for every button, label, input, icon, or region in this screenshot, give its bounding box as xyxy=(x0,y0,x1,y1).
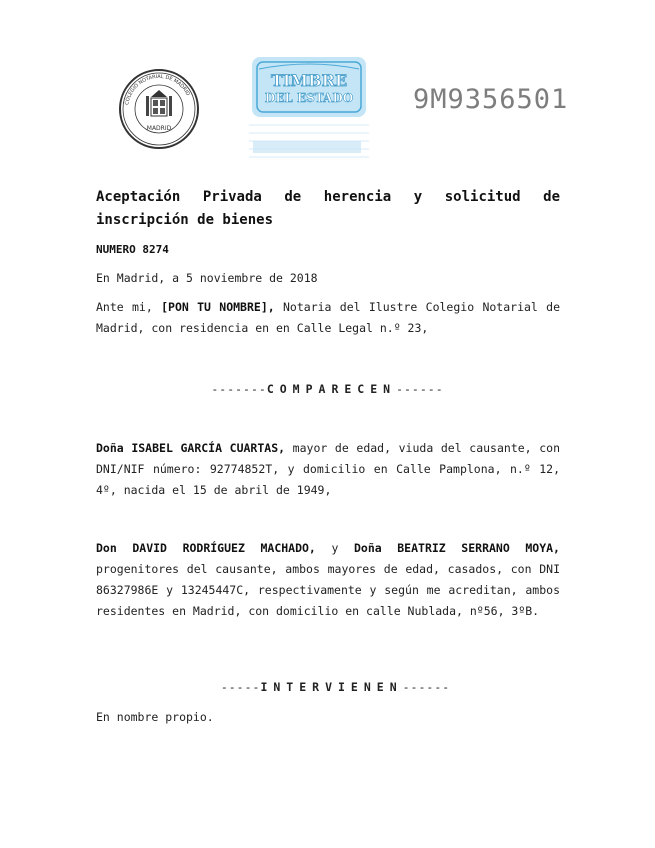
notary-rest: Notaria del Ilustre Colegio Notarial de Madrid, con residencia en en Calle Legal n.º 23, xyxy=(96,300,561,335)
heading-dashes-left: ----- xyxy=(220,680,261,694)
notary-prefix: Ante mi, xyxy=(96,300,162,314)
seal-text: COLEGIO NOTARIAL DE MADRID xyxy=(124,73,191,106)
party-2-name-2: Doña BEATRIZ SERRANO MOYA, xyxy=(353,541,560,555)
notary-name: [PON TU NOMBRE], xyxy=(161,300,275,314)
coat-of-arms-icon xyxy=(146,90,172,116)
notary-paragraph xyxy=(96,297,560,339)
heading-dashes-right: ------ xyxy=(396,382,444,396)
stamp-line1: TIMBRE xyxy=(270,71,348,90)
party-2-name-1: Don DAVID RODRÍGUEZ MACHADO, xyxy=(96,541,316,555)
document-title: Aceptación Privada de herencia y solicitud de inscripción de bienes xyxy=(96,189,560,228)
party-1-paragraph xyxy=(96,438,560,501)
notary-seal xyxy=(118,68,200,150)
heading-word: COMPARECEN xyxy=(266,382,397,396)
serial-number: 9M9356501 xyxy=(413,84,569,115)
document-number: NUMERO 8274 xyxy=(96,243,169,256)
heading-dashes-left: ------- xyxy=(211,382,267,396)
stamp-line2: DEL ESTADO xyxy=(264,91,354,105)
stamp-pattern xyxy=(249,125,369,157)
date-line: En Madrid, a 5 noviembre de 2018 xyxy=(96,271,318,285)
intervienen-heading xyxy=(8,680,655,694)
seal-city: MADRID xyxy=(146,125,172,132)
party-2-paragraph xyxy=(96,538,560,622)
party-1-details: mayor de edad, viuda del causante, con DNI/NIF número: 92774852T, y domicilio en Calle Pamplona, n.º 12, 4º, nacida el 15 de abril de 1949, xyxy=(96,441,560,497)
comparecen-heading xyxy=(0,382,655,396)
state-stamp xyxy=(249,55,369,163)
party-2-conjunction: y xyxy=(315,541,354,555)
heading-dashes-right: ------ xyxy=(402,680,451,694)
party-1-name: Doña ISABEL GARCÍA CUARTAS, xyxy=(96,441,286,455)
heading-word: INTERVIENEN xyxy=(260,680,403,694)
intervienen-text: En nombre propio. xyxy=(96,710,214,724)
party-2-details: progenitores del causante, ambos mayores de edad, casados, con DNI 86327986E y 13245447C, respectivamente y según me acreditan, ambos residentes en Madrid, con domicilio en calle Nublada, nº56, 3ºB. xyxy=(96,562,560,618)
